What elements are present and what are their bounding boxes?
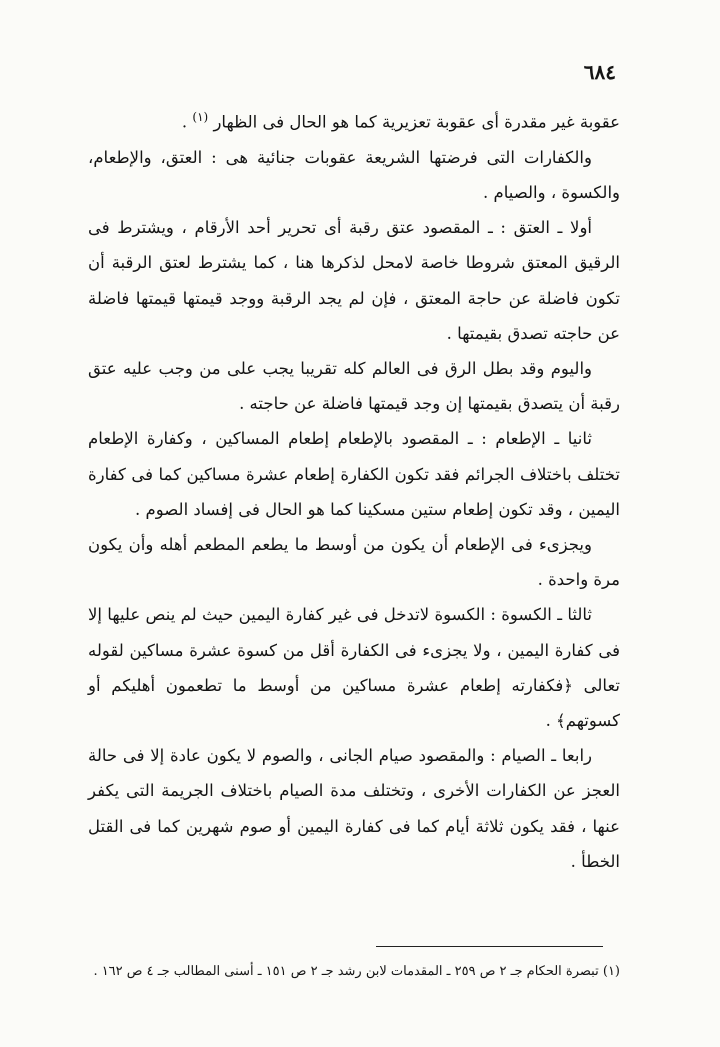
paragraph-1 xyxy=(88,100,620,140)
body-text xyxy=(88,100,620,879)
page-number: ٦٨٤ xyxy=(583,60,616,84)
paragraph-1-end: . xyxy=(181,112,193,132)
paragraph-7: ثالثا ـ الكسوة : الكسوة لاتدخل فى غير كفارة اليمين حيث لم ينص عليها إلا فى كفارة اليمين ، ولا يجزىء فى الكفارة أقل من كسوة عشرة مساكين لقوله تعالى ﴿فكفارته إطعام عشرة مساكين من أوسط ما تطعمون أهليكم أو كسوتهم﴾ . xyxy=(88,605,620,730)
paragraph-4: واليوم وقد بطل الرق فى العالم كله تقريبا يجب على من وجب عليه عتق رقبة أن يتصدق بقيمتها إن وجد قيمتها فاضلة عن حاجته . xyxy=(88,358,620,414)
paragraph-6: ويجزىء فى الإطعام أن يكون من أوسط ما يطعم المطعم أهله وأن يكون مرة واحدة . xyxy=(88,534,620,590)
paragraph-1-text: عقوبة غير مقدرة أى عقوبة تعزيرية كما هو الحال فى الظهار xyxy=(213,112,620,132)
paragraph-5: ثانيا ـ الإطعام : ـ المقصود بالإطعام إطعام المساكين ، وكفارة الإطعام تختلف باختلاف الجرائم فقد تكون الكفارة إطعام عشرة مساكين كما فى كفارة اليمين ، وقد تكون إطعام ستين مسكينا كما هو الحال فى إفساد الصوم . xyxy=(88,429,620,519)
footnote: (١) تبصرة الحكام جـ ٢ ص ٢٥٩ ـ المقدمات لابن رشد جـ ٢ ص ١٥١ ـ أسنى المطالب جـ ٤ ص ١٦٢ . xyxy=(93,964,620,979)
paragraph-3: أولا ـ العتق : ـ المقصود عتق رقبة أى تحرير أحد الأرقام ، ويشترط فى الرقيق المعتق شروطا خاصة لامحل لذكرها هنا ، كما يشترط لعتق الرقبة أن تكون فاضلة عن حاجة المعتق ، فإن لم يجد الرقبة ووجد قيمتها قيمتها فاضلة عن حاجته تصدق بقيمتها . xyxy=(88,218,620,343)
footnote-reference: (١) xyxy=(192,110,209,124)
paragraph-8: رابعا ـ الصيام : والمقصود صيام الجانى ، والصوم لا يكون عادة إلا فى حالة العجز عن الكفارات الأخرى ، وتختلف مدة الصيام باختلاف الجريمة التى يكفر عنها ، فقد يكون ثلاثة أيام كما فى كفارة اليمين أو صوم شهرين كما فى القتل الخطأ . xyxy=(88,746,620,871)
paragraph-2: والكفارات التى فرضتها الشريعة عقوبات جنائية هى : العتق، والإطعام، والكسوة ، والصيام . xyxy=(88,147,620,202)
footnote-divider xyxy=(376,946,603,947)
